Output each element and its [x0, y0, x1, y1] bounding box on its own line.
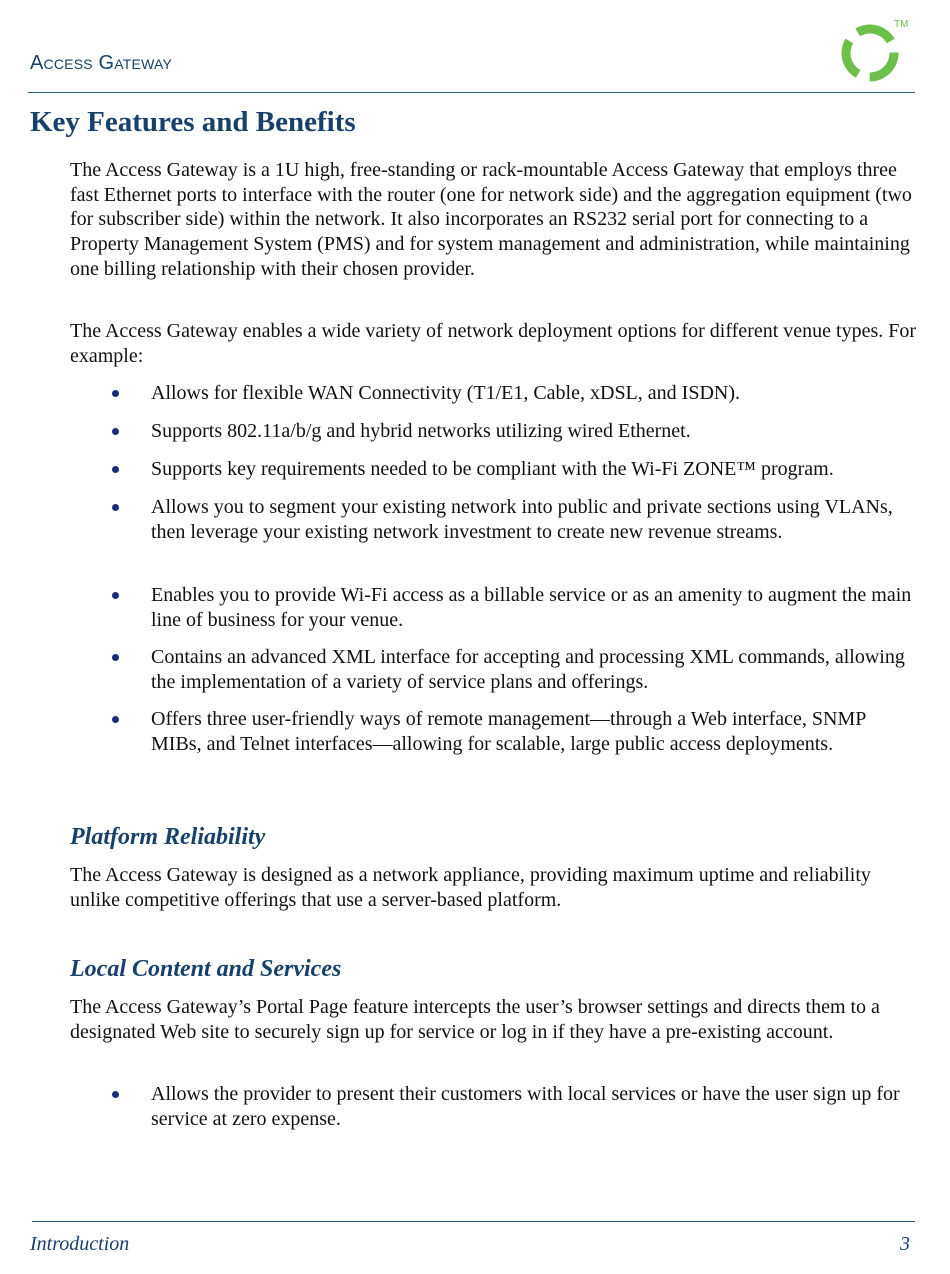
footer-section-label: Introduction	[30, 1233, 130, 1255]
feature-item-3: Supports key requirements needed to be compliant with the Wi-Fi ZONE™ program.	[151, 458, 834, 480]
intro-paragraph-1: The Access Gateway is a 1U high, free-standing or rack-mountable Access Gateway that employs three fast Ethernet ports to interface with the router (one for network side) and the aggregation equipment (two for subscriber side) within the network. It also incorporates an RS232 serial port for connecting to a Property Management System (PMS) and for system management and administration, while maintaining one billing relationship with their chosen provider.	[70, 159, 912, 280]
logo-trademark: TM	[894, 19, 909, 30]
bullet-icon	[112, 382, 122, 392]
local-content-item-1: Allows the provider to present their customers with local services or have the user sign up for service at zero expense.	[151, 1083, 900, 1130]
feature-item-4: Allows you to segment your existing network into public and private sections using VLANs, then leverage your existing network investment to create new revenue streams.	[151, 496, 893, 543]
feature-item-1: Allows for flexible WAN Connectivity (T1/E1, Cable, xDSL, and ISDN).	[151, 382, 740, 404]
section-title-local-content: Local Content and Services	[70, 956, 342, 982]
bullet-icon	[112, 458, 122, 468]
footer-divider	[32, 1221, 915, 1222]
bullet-icon	[112, 646, 122, 656]
bullet-icon	[112, 420, 122, 430]
section-title-platform-reliability: Platform Reliability	[70, 824, 266, 850]
header-title: Access Gateway	[30, 52, 173, 74]
bullet-icon	[112, 1083, 122, 1093]
feature-item-5: Enables you to provide Wi-Fi access as a billable service or as an amenity to augment the main line of business for your venue.	[151, 584, 912, 631]
feature-item-2: Supports 802.11a/b/g and hybrid networks utilizing wired Ethernet.	[151, 420, 691, 442]
bullet-icon	[112, 496, 122, 506]
section-body-platform-reliability: The Access Gateway is designed as a network appliance, providing maximum uptime and reliability unlike competitive offerings that use a server-based platform.	[70, 864, 871, 911]
bullet-icon	[112, 584, 122, 594]
page-number: 3	[900, 1233, 910, 1255]
intro-paragraph-2: The Access Gateway enables a wide variety of network deployment options for different venue types. For example:	[70, 320, 917, 367]
feature-item-7: Offers three user-friendly ways of remote management—through a Web interface, SNMP MIBs, and Telnet interfaces—allowing for scalable, large public access deployments.	[151, 708, 866, 755]
bullet-icon	[112, 708, 122, 718]
section-body-local-content: The Access Gateway’s Portal Page feature intercepts the user’s browser settings and directs them to a designated Web site to securely sign up for service or log in if they have a pre-existing account.	[70, 996, 880, 1043]
page-heading: Key Features and Benefits	[30, 106, 356, 138]
company-logo-icon	[830, 14, 914, 88]
header-divider	[28, 92, 915, 93]
feature-item-6: Contains an advanced XML interface for accepting and processing XML commands, allowing the implementation of a variety of service plans and offerings.	[151, 646, 905, 693]
